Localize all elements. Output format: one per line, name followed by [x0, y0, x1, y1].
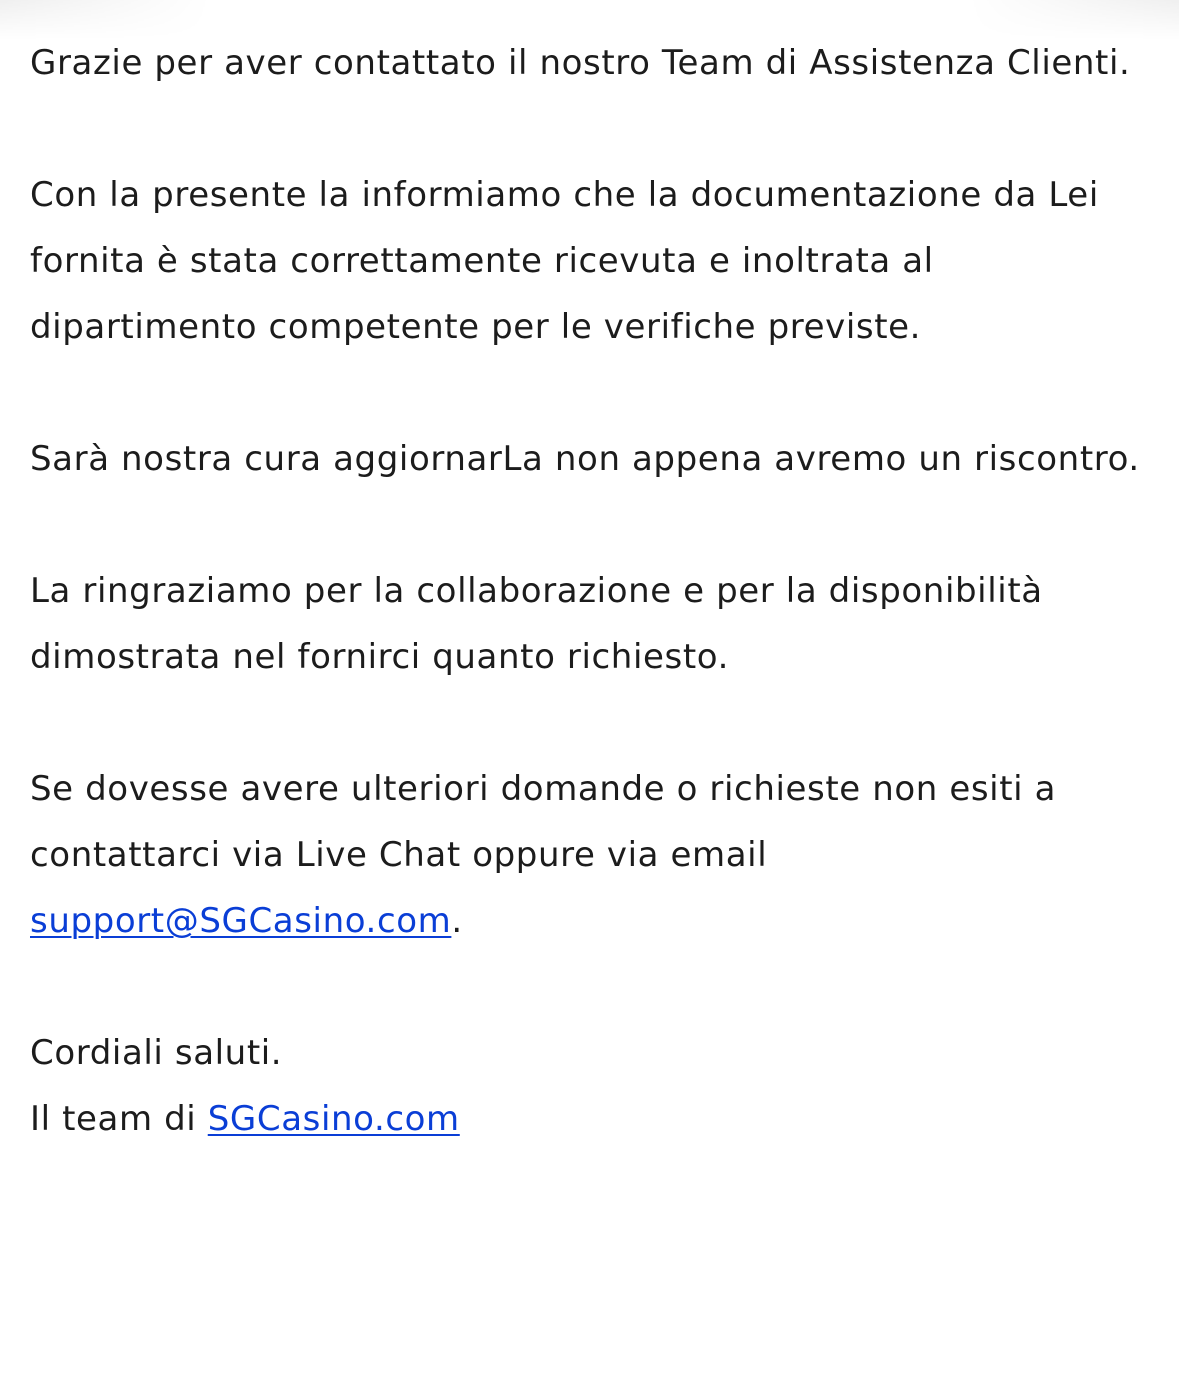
email-body	[30, 30, 1140, 1152]
documentation-paragraph: Con la presente la informiamo che la documentazione da Lei fornita è stata correttamente ricevuta e inoltrata al dipartimento competente per le verifiche previste.	[30, 175, 1099, 347]
greeting-paragraph: Grazie per aver contattato il nostro Team di Assistenza Clienti.	[30, 43, 1131, 83]
website-link[interactable]: SGCasino.com	[207, 1099, 460, 1139]
signature-text: Il team di	[30, 1099, 208, 1139]
contact-text: Se dovesse avere ulteriori domande o richieste non esiti a contattarci via Live Chat oppure via email	[30, 769, 1057, 875]
contact-period: .	[451, 901, 463, 941]
support-email-link[interactable]: support@SGCasino.com	[30, 901, 452, 941]
thanks-paragraph: La ringraziamo per la collaborazione e per la disponibilità dimostrata nel fornirci quanto richiesto.	[30, 571, 1043, 677]
update-paragraph: Sarà nostra cura aggiornarLa non appena avremo un riscontro.	[30, 439, 1140, 479]
closing-text: Cordiali saluti.	[30, 1033, 283, 1073]
contact-paragraph	[30, 756, 1140, 954]
closing-paragraph	[30, 1020, 1140, 1152]
